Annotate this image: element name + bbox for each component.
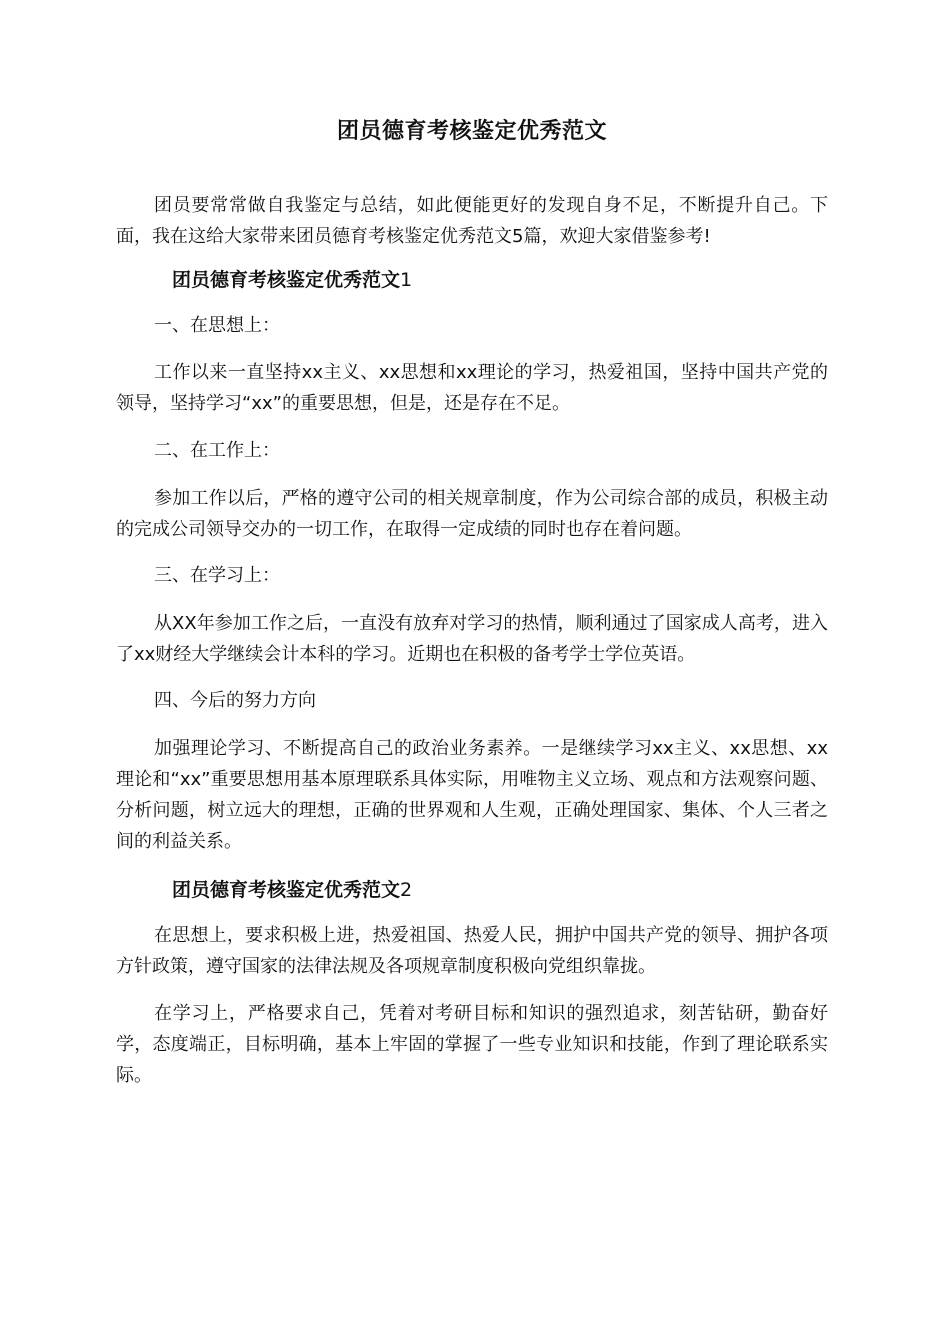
section1-paragraph-direction: 加强理论学习、不断提高自己的政治业务素养。一是继续学习xx主义、xx思想、xx理论和“xx”重要思想用基本原理联系具体实际，用唯物主义立场、观点和方法观察问题、分析问题，树立远大的理想，正确的世界观和人生观，正确处理国家、集体、个人三者之间的利益关系。 (116, 738, 828, 852)
section1-subheading-study: 三、在学习上： (154, 565, 280, 586)
section2-paragraph-thought: 在思想上，要求积极上进，热爱祖国、热爱人民，拥护中国共产党的领导、拥护各项方针政策，遵守国家的法律法规及各项规章制度积极向党组织靠拢。 (116, 925, 828, 977)
section1-subheading-thought: 一、在思想上： (154, 315, 280, 336)
section1-paragraph-study: 从XX年参加工作之后，一直没有放弃对学习的热情，顺利通过了国家成人高考，进入了xx财经大学继续会计本科的学习。近期也在积极的备考学士学位英语。 (116, 613, 828, 665)
section-heading-2 (116, 875, 828, 905)
section1-subheading-direction: 四、今后的努力方向 (154, 690, 316, 711)
section1-paragraph-thought: 工作以来一直坚持xx主义、xx思想和xx理论的学习，热爱祖国，坚持中国共产党的领导，坚持学习“xx”的重要思想，但是，还是存在不足。 (116, 362, 828, 414)
document-page (116, 0, 828, 1091)
section2-paragraph-study: 在学习上，严格要求自己，凭着对考研目标和知识的强烈追求，刻苦钻研，勤奋好学，态度端正，目标明确，基本上牢固的掌握了一些专业知识和技能，作到了理论联系实际。 (116, 1003, 828, 1086)
intro-paragraph: 团员要常常做自我鉴定与总结，如此便能更好的发现自身不足，不断提升自己。下面，我在这给大家带来团员德育考核鉴定优秀范文5篇，欢迎大家借鉴参考! (116, 195, 828, 247)
section1-subheading-work: 二、在工作上： (154, 440, 280, 461)
section-heading-1 (116, 265, 828, 295)
section-heading-2-number: 2 (400, 879, 413, 901)
section1-paragraph-work: 参加工作以后，严格的遵守公司的相关规章制度，作为公司综合部的成员，积极主动的完成公司领导交办的一切工作，在取得一定成绩的同时也存在着问题。 (116, 488, 828, 540)
section-heading-2-text: 团员德育考核鉴定优秀范文 (172, 879, 401, 901)
section-heading-1-text: 团员德育考核鉴定优秀范文 (172, 269, 401, 291)
section-heading-1-number: 1 (400, 269, 413, 291)
document-title: 团员德育考核鉴定优秀范文 (336, 119, 607, 144)
